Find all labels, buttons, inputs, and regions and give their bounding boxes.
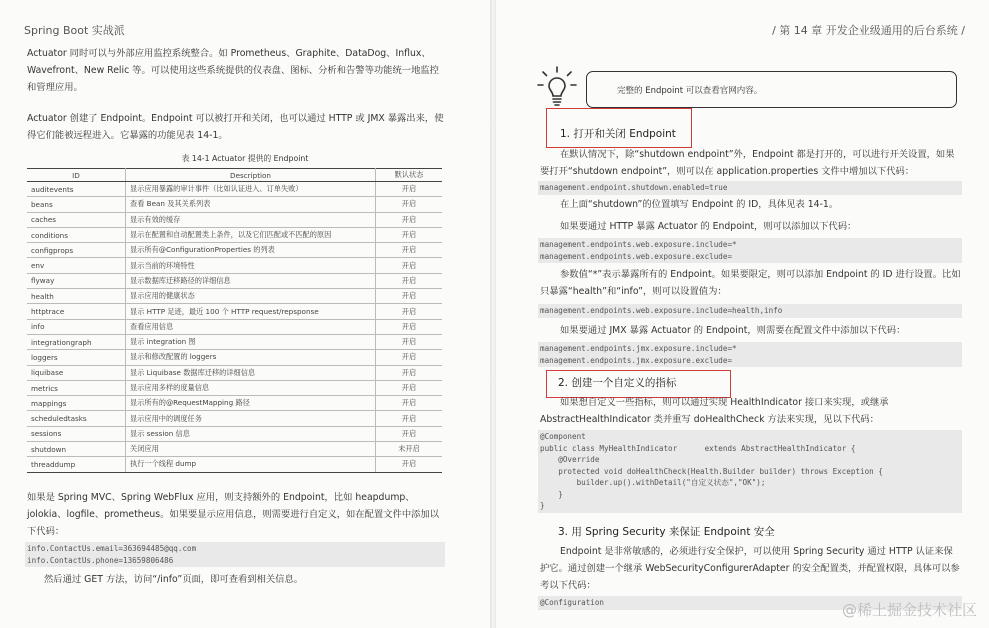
cell-description: 显示应用多样的度量信息 — [126, 380, 376, 395]
endpoint-table — [27, 168, 442, 473]
cell-description: 显示 integration 图 — [126, 334, 376, 349]
cell-default-state: 开启 — [376, 380, 443, 395]
section-1-paragraph-1: 在默认情况下，除“shutdown endpoint”外，Endpoint 都是打开的，可以进行开关设置，如果要打开“shutdown endpoint”，则可以在 application.properties 文件中增加以下代码： — [540, 149, 955, 177]
code-line: management.endpoints.jmx.exposure.exclude= — [540, 355, 733, 365]
table-row — [27, 411, 442, 426]
table-row — [27, 442, 442, 457]
cell-description: 显示所有@ConfigurationProperties 的列表 — [126, 243, 376, 258]
cell-id: env — [27, 258, 126, 273]
code-line: @Configuration — [540, 598, 605, 607]
table-row — [27, 304, 442, 319]
cell-default-state: 开启 — [376, 182, 443, 197]
table-header-row — [27, 169, 442, 182]
code-line: info.ContactUs.email=363694485@qq.com — [27, 544, 197, 553]
cell-default-state: 开启 — [376, 289, 443, 304]
table-row — [27, 227, 442, 242]
cell-description: 显示应用的健康状态 — [126, 289, 376, 304]
cell-id: info — [27, 319, 126, 334]
cell-default-state: 开启 — [376, 304, 443, 319]
section-1-paragraph-3: 如果要通过 HTTP 暴露 Actuator 的 Endpoint，则可以添加以下代码： — [560, 221, 857, 232]
section-1-paragraph-5: 如果要通过 JMX 暴露 Actuator 的 Endpoint，则需要在配置文件中添加以下代码： — [560, 325, 906, 336]
table-row — [27, 334, 442, 349]
column-header-id: ID — [27, 169, 126, 182]
section-1-paragraph-2: 在上面“shutdown”的位置填写 Endpoint 的 ID，具体见表 14-1。 — [560, 199, 839, 210]
cell-default-state: 开启 — [376, 212, 443, 227]
cell-id: sessions — [27, 426, 126, 441]
cell-description: 查看 Bean 及其关系列表 — [126, 197, 376, 212]
cell-description: 显示在配置和自动配置类上条件，以及它们匹配或不匹配的原因 — [126, 227, 376, 242]
code-block-info — [25, 542, 445, 567]
code-line: @Component — [540, 432, 586, 441]
cell-id: caches — [27, 212, 126, 227]
cell-description: 执行一个线程 dump — [126, 457, 376, 472]
code-line: builder.up().withDetail("自定义状态","OK"); — [540, 478, 766, 487]
cell-description: 显示有效的缓存 — [126, 212, 376, 227]
section-3-paragraph-1: Endpoint 是非常敏感的，必须进行安全保护，可以使用 Spring Security 通过 HTTP 认证来保护它。通过创建一个继承 WebSecurityConfigurerAdapter 的安全配置类，并配置权限，具体可以参考以下代码： — [540, 546, 960, 591]
running-header-left: Spring Boot 实战派 — [24, 24, 125, 37]
cell-default-state: 开启 — [376, 411, 443, 426]
code-line: management.endpoints.web.exposure.exclude= — [540, 251, 733, 261]
cell-description: 显示 Liquibase 数据库迁移的详细信息 — [126, 365, 376, 380]
cell-default-state: 开启 — [376, 365, 443, 380]
section-3-title: 3. 用 Spring Security 来保证 Endpoint 安全 — [558, 526, 775, 538]
code-line: @Override — [540, 455, 600, 464]
section-2-title: 2. 创建一个自定义的指标 — [558, 377, 677, 389]
intro-paragraph-2: Actuator 创建了 Endpoint。Endpoint 可以被打开和关闭，也可以通过 HTTP 或 JMX 暴露出来，使得它们能被远程进入。它暴露的功能见表 14-1。 — [27, 113, 444, 141]
cell-default-state: 开启 — [376, 227, 443, 242]
table-row — [27, 426, 442, 441]
table-row — [27, 365, 442, 380]
cell-id: loggers — [27, 350, 126, 365]
table-row — [27, 243, 442, 258]
cell-id: scheduledtasks — [27, 411, 126, 426]
tip-text: 完整的 Endpoint 可以查看官网内容。 — [617, 86, 763, 96]
cell-id: auditevents — [27, 182, 126, 197]
table-body — [27, 182, 442, 473]
cell-id: shutdown — [27, 442, 126, 457]
code-line: } — [540, 501, 545, 510]
cell-default-state: 开启 — [376, 243, 443, 258]
cell-default-state: 开启 — [376, 457, 443, 472]
code-block-web-exposure — [538, 238, 962, 263]
table-row — [27, 273, 442, 288]
cell-id: httptrace — [27, 304, 126, 319]
cell-id: threaddump — [27, 457, 126, 472]
cell-default-state: 开启 — [376, 334, 443, 349]
cell-description: 关闭应用 — [126, 442, 376, 457]
cell-description: 查看应用信息 — [126, 319, 376, 334]
paragraph-after-table: 如果是 Spring MVC、Spring WebFlux 应用，则支持额外的 Endpoint，比如 heapdump、jolokia、logfile、prometheus。如果要显示应用信息，则需要进行自定义，如在配置文件中添加以下代码： — [27, 492, 440, 537]
cell-default-state: 开启 — [376, 396, 443, 411]
cell-id: mappings — [27, 396, 126, 411]
cell-default-state: 开启 — [376, 258, 443, 273]
tip-box — [586, 71, 957, 108]
table-row — [27, 197, 442, 212]
cell-description: 显示数据库迁移路径的详细信息 — [126, 273, 376, 288]
code-line: management.endpoint.shutdown.enabled=true — [540, 183, 728, 192]
cell-description: 显示应用暴露的审计事件（比如认证进入、订单失败） — [126, 182, 376, 197]
code-block-jmx — [538, 342, 962, 367]
table-row — [27, 380, 442, 395]
table-row — [27, 457, 442, 472]
cell-description: 显示 HTTP 足迹，最近 100 个 HTTP request/repsponse — [126, 304, 376, 319]
running-header-right: / 第 14 章 开发企业级通用的后台系统 / — [772, 24, 965, 37]
table-row — [27, 350, 442, 365]
table-row — [27, 212, 442, 227]
code-line: } — [540, 489, 563, 499]
table-row — [27, 289, 442, 304]
column-header-default-state: 默认状态 — [376, 169, 443, 182]
cell-default-state: 开启 — [376, 273, 443, 288]
cell-default-state: 未开启 — [376, 442, 443, 457]
cell-id: conditions — [27, 227, 126, 242]
cell-default-state: 开启 — [376, 426, 443, 441]
column-header-description: Description — [126, 169, 376, 182]
code-block-include — [538, 304, 962, 318]
code-line: management.endpoints.jmx.exposure.include=* — [540, 344, 737, 353]
table-row — [27, 182, 442, 197]
cell-id: liquibase — [27, 365, 126, 380]
code-block-shutdown — [538, 181, 962, 195]
code-line: info.ContactUs.phone=13659806486 — [27, 555, 174, 565]
cell-default-state: 开启 — [376, 350, 443, 365]
cell-id: beans — [27, 197, 126, 212]
table-caption: 表 14-1 Actuator 提供的 Endpoint — [181, 154, 309, 163]
cell-id: integrationgraph — [27, 334, 126, 349]
cell-description: 显示和修改配置的 loggers — [126, 350, 376, 365]
cell-description: 显示所有的@RequestMapping 路径 — [126, 396, 376, 411]
cell-id: health — [27, 289, 126, 304]
cell-description: 显示应用中的调度任务 — [126, 411, 376, 426]
lightbulb-icon — [536, 65, 578, 109]
code-line: management.endpoints.web.exposure.include=health,info — [540, 306, 783, 315]
cell-id: configprops — [27, 243, 126, 258]
code-line: public class MyHealthIndicator extends AbstractHealthIndicator { — [540, 443, 856, 453]
code-line: protected void doHealthCheck(Health.Builder builder) throws Exception { — [540, 466, 883, 476]
section-2-paragraph-1: 如果想自定义一些指标，则可以通过实现 HealthIndicator 接口来实现，或继承 AbstractHealthIndicator 类并重写 doHealthCheck 方法来实现，见以下代码： — [540, 397, 889, 425]
cell-default-state: 开启 — [376, 319, 443, 334]
left-page — [0, 0, 490, 628]
code-line: management.endpoints.web.exposure.include=* — [540, 240, 737, 249]
cell-id: flyway — [27, 273, 126, 288]
cell-id: metrics — [27, 380, 126, 395]
watermark-text: @稀土掘金技术社区 — [841, 601, 977, 619]
section-1-paragraph-4: 参数值“*”表示暴露所有的 Endpoint。如果要限定，则可以添加 Endpoint 的 ID 进行设置。比如只暴露“health”和“info”，则可以设置值为： — [540, 269, 961, 297]
table-row — [27, 258, 442, 273]
cell-description: 显示当前的环境特性 — [126, 258, 376, 273]
table-row — [27, 319, 442, 334]
cell-description: 显示 session 信息 — [126, 426, 376, 441]
table-row — [27, 396, 442, 411]
section-1-title: 1. 打开和关闭 Endpoint — [560, 128, 676, 140]
paragraph-final: 然后通过 GET 方法，访问“/info”页面，即可查看到相关信息。 — [44, 574, 304, 585]
code-block-health-indicator — [538, 430, 962, 513]
right-page — [496, 0, 989, 628]
highlight-box-section-1 — [546, 108, 692, 148]
intro-paragraph-1: Actuator 同时可以与外部应用监控系统整合。如 Prometheus、Graphite、DataDog、Influx、Wavefront、New Relic 等。可以使用这些系统提供的仪表盘、图标、分析和告警等功能统一地监控和管理应用。 — [27, 48, 439, 93]
cell-default-state: 开启 — [376, 197, 443, 212]
